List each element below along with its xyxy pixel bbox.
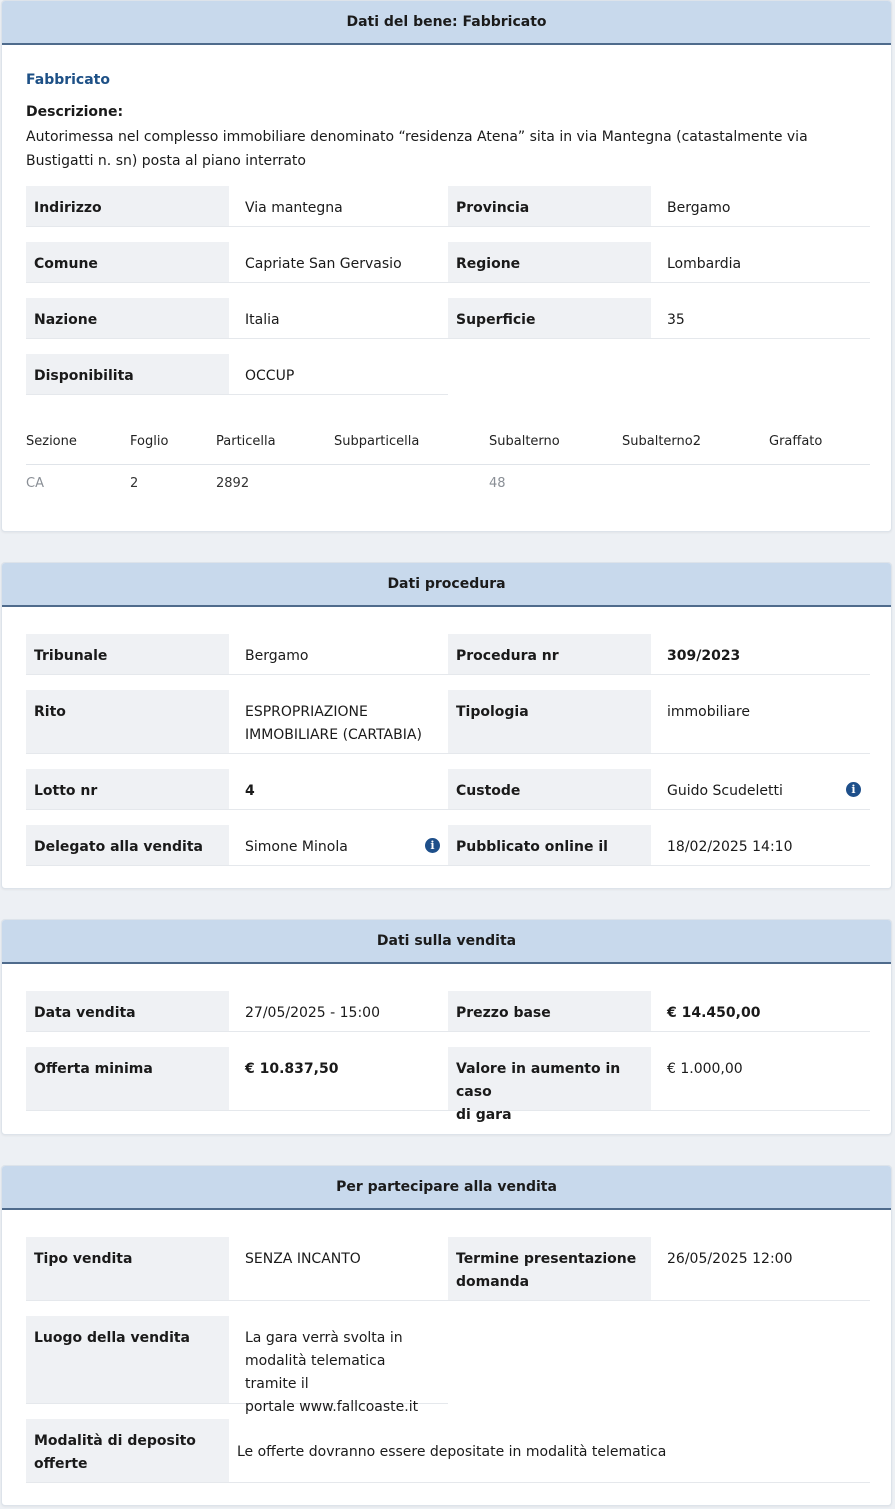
catasto-cell-foglio: 2 (130, 476, 139, 491)
aumento-label-line2: di gara (456, 1107, 512, 1123)
termine-label (448, 1237, 651, 1301)
offerta-minima-label: Offerta minima (26, 1047, 229, 1111)
provincia-value: Bergamo (651, 186, 870, 227)
procedura-nr-label: Procedura nr (448, 634, 651, 675)
aumento-value: € 1.000,00 (651, 1047, 870, 1111)
prezzo-base-value: € 14.450,00 (651, 991, 870, 1032)
indirizzo-value: Via mantegna (229, 186, 448, 227)
catasto-cell-sezione: CA (26, 476, 44, 491)
card-title: Per partecipare alla vendita (336, 1179, 557, 1195)
modalita-label-line1: Modalità di deposito (34, 1433, 196, 1449)
rito-label: Rito (26, 690, 229, 754)
modalita-label (26, 1419, 229, 1483)
procedura-nr-value: 309/2023 (651, 634, 870, 675)
info-icon[interactable]: i (425, 838, 440, 853)
catasto-divider (26, 464, 870, 465)
tribunale-value: Bergamo (229, 634, 448, 675)
description-text: Autorimessa nel complesso immobiliare denominato “residenza Atena” sita in via Mantegna (catastalmente via Bustigatti n. sn) posta al piano interrato (26, 129, 808, 169)
luogo-value (229, 1316, 448, 1415)
superficie-label: Superficie (448, 298, 651, 339)
rito-value-line1: ESPROPRIAZIONE (245, 704, 368, 720)
lotto-value: 4 (229, 769, 448, 810)
regione-label: Regione (448, 242, 651, 283)
description-label: Descrizione: (26, 104, 124, 120)
delegato-value (229, 825, 448, 866)
offerta-minima-value: € 10.837,50 (229, 1047, 448, 1111)
aumento-label (448, 1047, 651, 1123)
tipologia-label: Tipologia (448, 690, 651, 754)
rito-value (229, 690, 448, 754)
delegato-label: Delegato alla vendita (26, 825, 229, 866)
lotto-label: Lotto nr (26, 769, 229, 810)
catasto-header-foglio: Foglio (130, 434, 169, 449)
pubblicato-label: Pubblicato online il (448, 825, 651, 866)
card-partecipare (1, 1165, 892, 1506)
data-vendita-label: Data vendita (26, 991, 229, 1032)
info-icon[interactable]: i (846, 782, 861, 797)
tipo-vendita-value: SENZA INCANTO (229, 1237, 448, 1301)
card-dati-bene (1, 0, 892, 532)
section-subtitle: Fabbricato (26, 72, 110, 88)
nazione-label: Nazione (26, 298, 229, 339)
card-dati-vendita (1, 919, 892, 1135)
catasto-header-subalterno2: Subalterno2 (622, 434, 701, 449)
delegato-name: Simone Minola (245, 839, 348, 855)
data-vendita-value: 27/05/2025 - 15:00 (229, 991, 448, 1032)
aumento-label-line1: Valore in aumento in caso (456, 1061, 621, 1100)
luogo-value-line3: portale www.fallcoaste.it (245, 1399, 419, 1415)
tipologia-value: immobiliare (651, 690, 870, 754)
card-title: Dati sulla vendita (376, 933, 517, 949)
disponibilita-value: OCCUP (229, 354, 448, 395)
modalita-label-line2: offerte (34, 1456, 88, 1472)
catasto-cell-particella: 2892 (216, 476, 250, 491)
regione-value: Lombardia (651, 242, 870, 283)
comune-label: Comune (26, 242, 229, 283)
tipo-vendita-label: Tipo vendita (26, 1237, 229, 1301)
termine-label-line2: domanda (456, 1274, 530, 1290)
tribunale-label: Tribunale (26, 634, 229, 675)
termine-label-line1: Termine presentazione (456, 1251, 637, 1267)
custode-name: Guido Scudeletti (667, 783, 783, 799)
provincia-label: Provincia (448, 186, 651, 227)
catasto-header-sezione: Sezione (26, 434, 77, 449)
comune-value: Capriate San Gervasio (229, 242, 448, 283)
card-title: Dati del bene: Fabbricato (346, 14, 547, 30)
luogo-value-line2: modalità telematica tramite il (245, 1353, 386, 1392)
superficie-value: 35 (651, 298, 870, 339)
pubblicato-value: 18/02/2025 14:10 (651, 825, 870, 866)
catasto-header-particella: Particella (216, 434, 276, 449)
disponibilita-label: Disponibilita (26, 354, 229, 395)
luogo-label: Luogo della vendita (26, 1316, 229, 1404)
modalita-value: Le offerte dovranno essere depositate in modalità telematica (229, 1419, 870, 1483)
nazione-value: Italia (229, 298, 448, 339)
catasto-cell-subalterno: 48 (489, 476, 506, 491)
rito-value-line2: IMMOBILIARE (CARTABIA) (245, 727, 422, 743)
indirizzo-label: Indirizzo (26, 186, 229, 227)
prezzo-base-label: Prezzo base (448, 991, 651, 1032)
catasto-header-subparticella: Subparticella (334, 434, 420, 449)
catasto-header-graffato: Graffato (769, 434, 823, 449)
custode-label: Custode (448, 769, 651, 810)
card-dati-procedura (1, 562, 892, 889)
custode-value (651, 769, 870, 810)
luogo-value-line1: La gara verrà svolta in (245, 1330, 403, 1346)
termine-value: 26/05/2025 12:00 (651, 1237, 870, 1301)
catasto-header-subalterno: Subalterno (489, 434, 560, 449)
card-title: Dati procedura (387, 576, 506, 592)
